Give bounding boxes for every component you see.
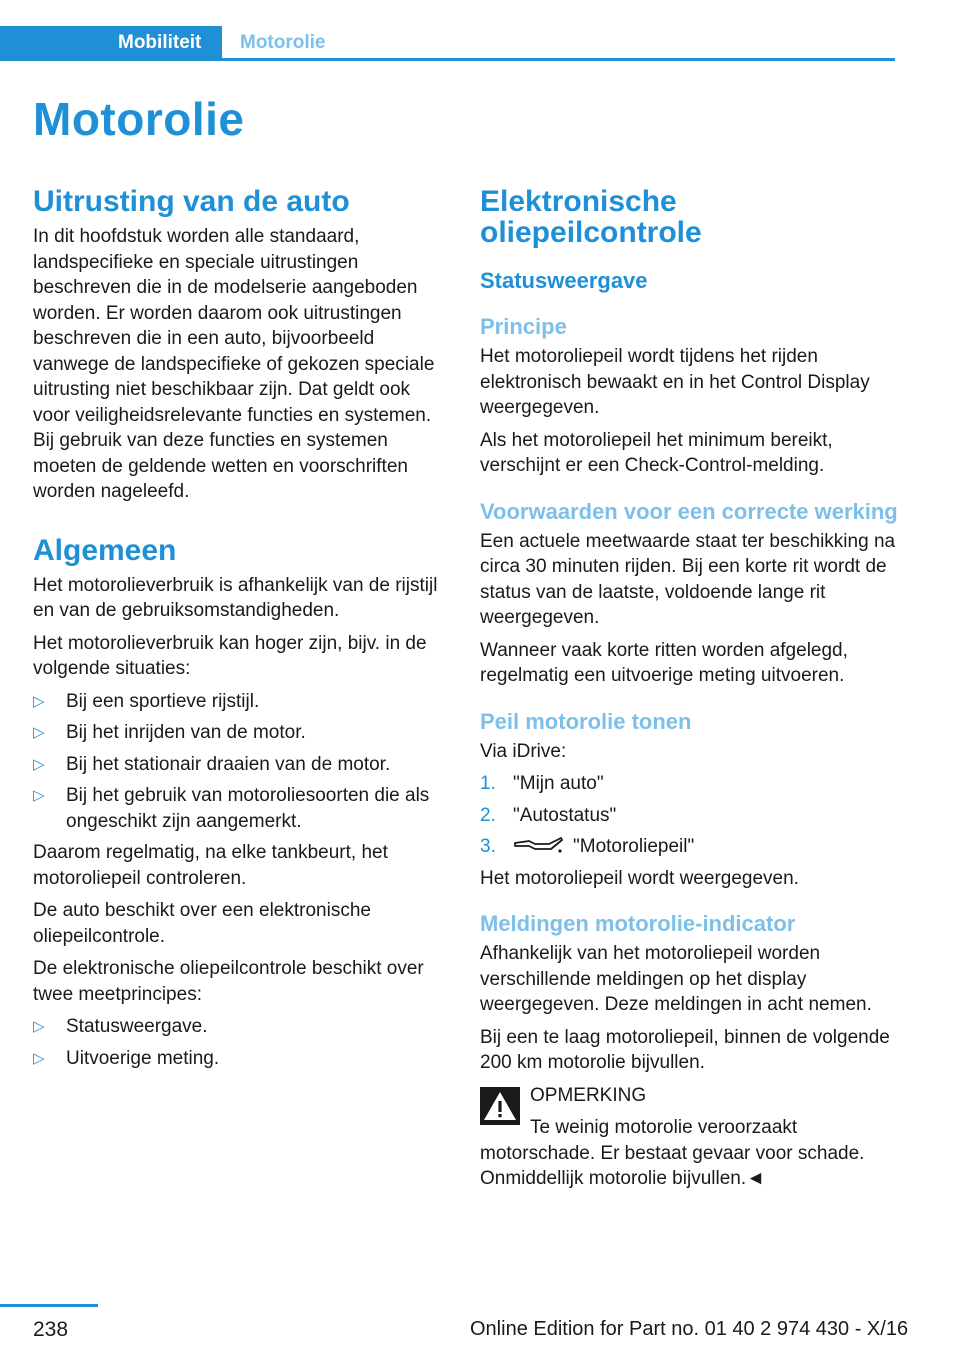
paragraph: Afhankelijk van het motoroliepeil worden verschillende meldingen op het display weergegeven. Deze meldingen in acht nemen.	[480, 943, 872, 1015]
step-number: 3.	[480, 836, 496, 857]
heading-algemeen: Algemeen	[33, 533, 177, 567]
list-item-text: Statusweergave.	[66, 1016, 208, 1037]
triangle-right-icon: ▷	[33, 1049, 45, 1067]
footer-rule	[0, 1304, 98, 1307]
page-title: Motorolie	[33, 93, 245, 145]
heading-statusweergave: Statusweergave	[480, 268, 648, 293]
idrive-steps	[480, 771, 898, 860]
step-text: "Motoroliepeil"	[573, 836, 695, 857]
notice-title: OPMERKING	[530, 1084, 647, 1106]
edition-note: Online Edition for Part no. 01 40 2 974 430 - X/16	[470, 1318, 909, 1340]
paragraph: De auto beschikt over een elektronische oliepeilcontrole.	[33, 900, 371, 947]
left-column	[33, 186, 451, 1077]
heading-meldingen: Meldingen motorolie-indicator	[480, 911, 796, 936]
list-item	[33, 1046, 451, 1072]
header-rule	[0, 58, 895, 61]
paragraph: De elektronische oliepeilcontrole beschikt over twee meetprincipes:	[33, 958, 424, 1005]
page-number: 238	[33, 1318, 69, 1341]
warning-triangle-icon	[480, 1087, 520, 1125]
paragraph: Daarom regelmatig, na elke tankbeurt, het motoroliepeil controleren.	[33, 842, 388, 889]
paragraph: Het motorolieverbruik is afhankelijk van de rijstijl en van de gebruiksomstandigheden.	[33, 574, 438, 621]
triangle-right-icon: ▷	[33, 1018, 45, 1035]
list-item-text: Bij een sportieve rijstijl.	[66, 690, 260, 712]
list-item-text: Bij het gebruik van motoroliesoorten die als ongeschikt zijn aangemerkt.	[66, 785, 430, 832]
heading-principe: Principe	[480, 314, 567, 339]
paragraph: Bij een te laag motoroliepeil, binnen de volgende 200 km motorolie bijvullen.	[480, 1026, 890, 1073]
list-item	[33, 1014, 451, 1040]
tab-mobiliteit[interactable]: Mobiliteit	[0, 26, 222, 61]
step-item	[480, 834, 898, 860]
paragraph: Het motoroliepeil wordt tijdens het rijden elektronisch bewaakt en in het Control Display weergegeven.	[480, 346, 870, 418]
triangle-right-icon: ▷	[33, 692, 45, 710]
heading-peil-tonen: Peil motorolie tonen	[480, 708, 692, 734]
step-item	[480, 771, 898, 797]
step-item	[480, 803, 898, 829]
heading-uitrusting: Uitrusting van de auto	[33, 185, 350, 218]
list-item	[33, 720, 451, 746]
notice-text: Te weinig motorolie veroorzaakt motorschade. Er bestaat gevaar voor schade. Onmiddellijk motorolie bijvullen.◄	[480, 1117, 865, 1189]
paragraph: Het motorolieverbruik kan hoger zijn, bijv. in de volgende situaties:	[33, 632, 427, 679]
list-item	[33, 689, 451, 715]
notice-box	[480, 1083, 898, 1192]
header-tabs	[0, 26, 895, 61]
list-item	[33, 752, 451, 778]
paragraph: Het motoroliepeil wordt weergegeven.	[480, 867, 799, 889]
triangle-right-icon: ▷	[33, 724, 45, 741]
step-text: "Autostatus"	[513, 804, 617, 826]
list-item	[33, 783, 451, 834]
step-number: 1.	[480, 773, 496, 794]
step-number: 2.	[480, 804, 496, 826]
heading-oliepeilcontrole: Elektronische oliepeilcontrole	[480, 185, 702, 249]
paragraph: In dit hoofdstuk worden alle standaard, landspecifieke en speciale uitrustingen beschreven die in de modelserie aangeboden worden. Er worden daarom ook uitrustingen beschreven die in een auto, bijvoorbeeld vanwege de landspecifieke of gekozen speciale uitrusting niet beschikbaar zijn. Dat geldt ook voor veiligheidsrelevante functies en systemen. Bij gebruik van deze functies en systemen moeten de geldende wetten en voorschriften worden nageleefd.	[33, 226, 435, 502]
step-text: "Mijn auto"	[513, 773, 604, 794]
list-item-text: Bij het inrijden van de motor.	[66, 722, 306, 743]
tab-motorolie[interactable]: Motorolie	[240, 32, 326, 53]
situations-list	[33, 689, 451, 835]
paragraph: Als het motoroliepeil het minimum bereikt, verschijnt er een Check-Control-melding.	[480, 429, 833, 476]
paragraph: Wanneer vaak korte ritten worden afgelegd, regelmatig een uitvoerige meting uitvoeren.	[480, 639, 848, 686]
list-item-text: Bij het stationair draaien van de motor.	[66, 753, 391, 775]
principles-list	[33, 1014, 451, 1071]
list-item-text: Uitvoerige meting.	[66, 1047, 220, 1069]
paragraph: Via iDrive:	[480, 740, 567, 762]
oil-can-icon	[513, 835, 565, 855]
paragraph: Een actuele meetwaarde staat ter beschikking na circa 30 minuten rijden. Bij een korte rit wordt de status van de laatste, voldoende lange rit weergegeven.	[480, 530, 896, 628]
heading-voorwaarden: Voorwaarden voor een correcte werking	[480, 498, 898, 524]
triangle-right-icon: ▷	[33, 787, 45, 804]
triangle-right-icon: ▷	[33, 755, 45, 773]
right-column	[480, 186, 898, 1199]
